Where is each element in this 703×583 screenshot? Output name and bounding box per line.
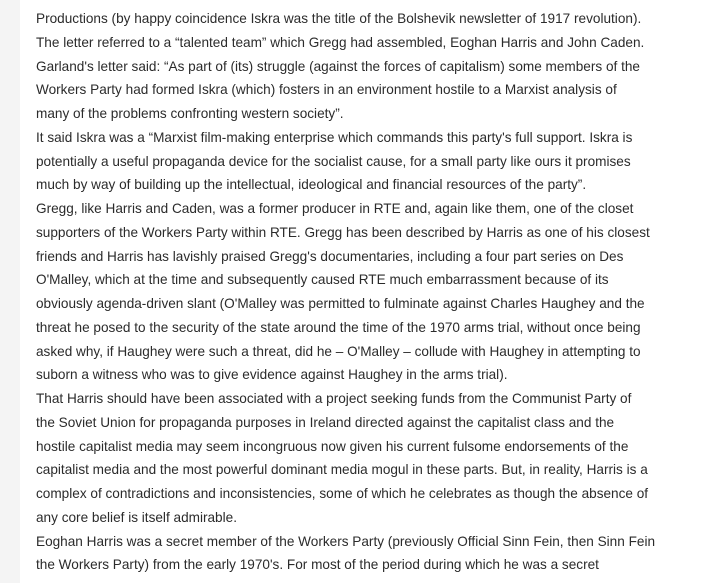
text-line: many of the problems confronting western society”. xyxy=(36,106,344,121)
text-line: obviously agenda-driven slant (O'Malley was permitted to fulminate against Charles Haughey and the xyxy=(36,296,645,311)
text-line: The letter referred to a “talented team” which Gregg had assembled, Eoghan Harris and John Caden. xyxy=(36,34,645,50)
paragraph-iskra-letter xyxy=(36,7,703,126)
text-line: suborn a witness who was to give evidence against Haughey in the arms trial). xyxy=(36,367,508,383)
text-line: Productions (by happy coincidence Iskra was the title of the Bolshevik newsletter of 1917 revolution). xyxy=(36,11,642,26)
article-body xyxy=(20,0,703,583)
text-line: O'Malley, which at the time and subsequently caused RTE much embarrassment because of its xyxy=(36,272,609,288)
text-line: Garland's letter said: “As part of (its) struggle (against the forces of capitalism) some members of the xyxy=(36,58,640,74)
paragraph-iskra-marxist xyxy=(36,126,703,197)
text-line: much by way of building up the intellectual, ideological and financial resources of the party”. xyxy=(36,177,587,193)
text-line: That Harris should have been associated with a project seeking funds from the Communist Party of xyxy=(36,391,632,406)
text-line: capitalist media and the most powerful dominant media mogul in these parts. But, in reality, Harris is a xyxy=(36,462,648,478)
text-line: hostile capitalist media may seem incongruous now given his current fulsome endorsements of the xyxy=(36,438,629,454)
text-line: threat he posed to the security of the state around the time of the 1970 arms trial, without once being xyxy=(36,319,641,335)
paragraph-gregg xyxy=(36,197,703,387)
text-line: potentially a useful propaganda device for the socialist cause, for a small party like ours it promises xyxy=(36,153,631,169)
text-line: Eoghan Harris was a secret member of the Workers Party (previously Official Sinn Fein, then Sinn Fein xyxy=(36,533,656,549)
text-line: asked why, if Haughey were such a threat, did he – O'Malley – collude with Haughey in attempting to xyxy=(36,343,641,359)
text-line: Gregg, like Harris and Caden, was a former producer in RTE and, again like them, one of the closet xyxy=(36,201,634,216)
text-line: friends and Harris has lavishly praised Gregg's documentaries, including a four part series on Des xyxy=(36,248,624,264)
text-line: Workers Party had formed Iskra (which) fosters in an environment hostile to a Marxist analysis of xyxy=(36,82,617,98)
paragraph-harris-secret-member xyxy=(36,530,703,578)
text-line: any core belief is itself admirable. xyxy=(36,509,237,525)
text-line: complex of contradictions and inconsistencies, some of which he celebrates as though the absence of xyxy=(36,486,649,501)
text-line: supporters of the Workers Party within RTE. Gregg has been described by Harris as one of his closest xyxy=(36,224,650,240)
text-line: It said Iskra was a “Marxist film-making enterprise which commands this party's full support. Iskra is xyxy=(36,129,633,145)
text-line: the Workers Party) from the early 1970's. For most of the period during which he was a secret xyxy=(36,557,599,573)
paragraph-harris-contradictions xyxy=(36,387,703,530)
text-line: the Soviet Union for propaganda purposes in Ireland directed against the capitalist class and the xyxy=(36,414,615,430)
